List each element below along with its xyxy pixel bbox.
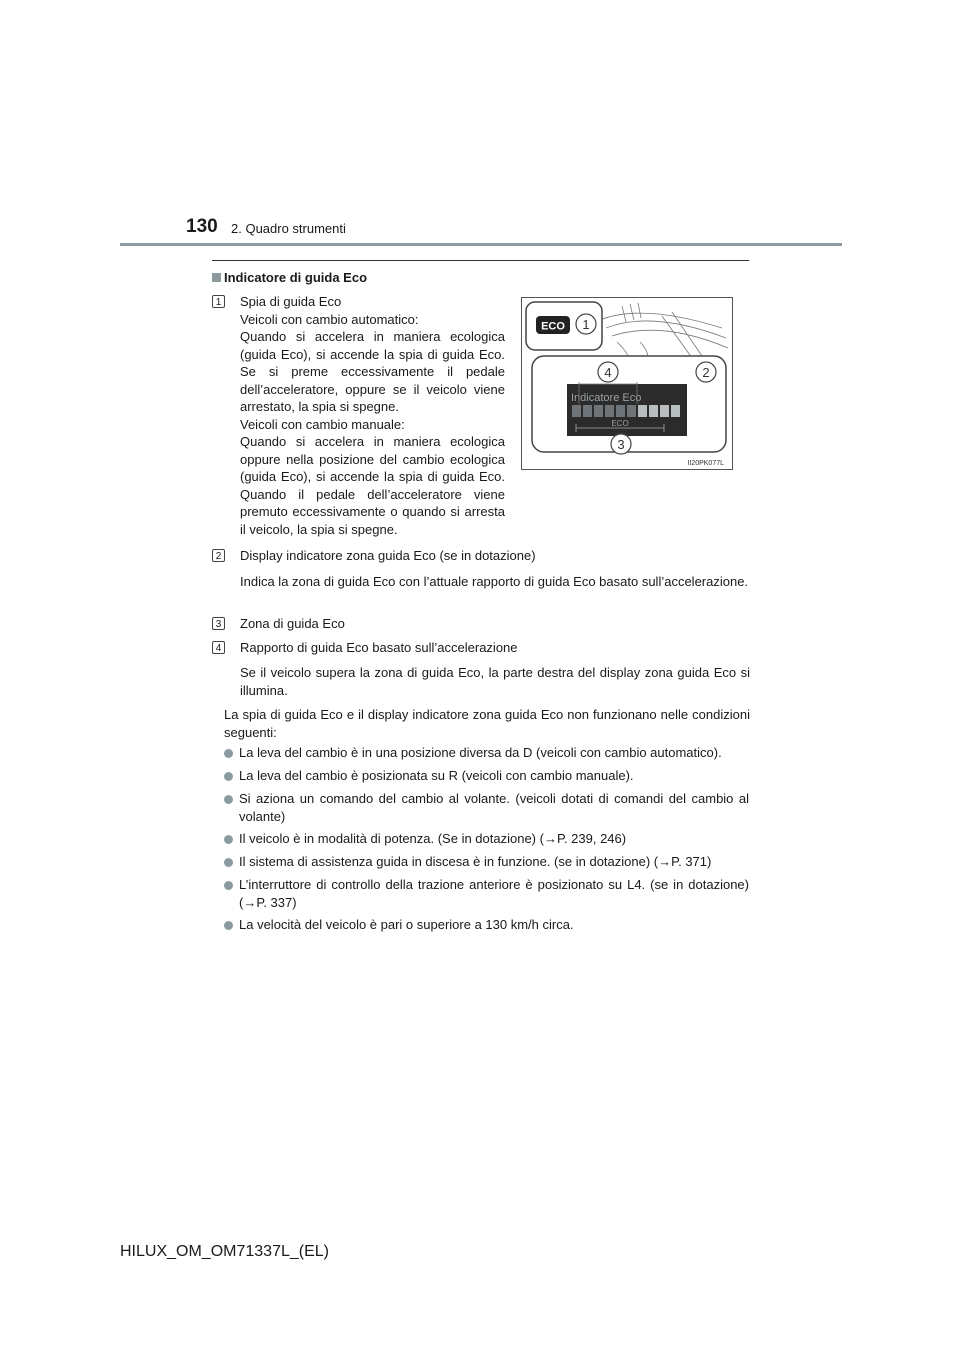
- list-item-text: La velocità del veicolo è pari o superiore a 130 km/h circa.: [239, 917, 574, 932]
- figure-code: II20PK077L: [687, 460, 724, 467]
- callout-3: 3: [617, 437, 625, 452]
- eco-segment: [616, 405, 625, 417]
- list-item-text: Si aziona un comando del cambio al volante. (veicoli dotati di comandi del cambio al volante): [239, 791, 749, 824]
- section-heading: [212, 270, 367, 285]
- eco-segment: [583, 405, 592, 417]
- section-rule: [212, 260, 749, 261]
- eco-indicator-figure: [521, 297, 733, 470]
- list-item-text: La leva del cambio è in una posizione diversa da D (veicoli con cambio automatico).: [239, 745, 722, 760]
- display-eco-label: ECO: [611, 419, 629, 428]
- list-item-text: Il veicolo è in modalità di potenza. (Se in dotazione) (→P. 239, 246): [239, 831, 627, 846]
- item-1-line: Veicoli con cambio automatico:: [240, 311, 419, 327]
- item-4-desc: Se il veicolo supera la zona di guida Eco, la parte destra del display zona guida Eco si illumina.: [240, 665, 750, 698]
- square-bullet-icon: [212, 273, 221, 282]
- footer-code: HILUX_OM_OM71337L_(EL): [120, 1243, 329, 1260]
- item-2-title: Display indicatore zona guida Eco (se in dotazione): [240, 548, 536, 563]
- bullet-dot-icon: [224, 881, 233, 890]
- item-number-badge: 4: [212, 641, 225, 654]
- chapter-title: 2. Quadro strumenti: [231, 221, 346, 236]
- section-heading-text: Indicatore di guida Eco: [224, 270, 368, 285]
- item-3-title: Zona di guida Eco: [240, 616, 345, 631]
- item-1-line: Quando si accelera in maniera ecologica oppure nella posizione del cambio ecologica (guida Eco), si accende la spia di guida Eco. Quando il pedale dell’acceleratore viene premuto eccessivamente o quando si arresta il veicolo, la spia si spegne.: [240, 434, 505, 537]
- eco-segment: [594, 405, 603, 417]
- header-rule: [120, 243, 842, 246]
- page-number: 130: [186, 216, 218, 237]
- item-4-title: Rapporto di guida Eco basato sull’accelerazione: [240, 640, 518, 655]
- eco-segment: [671, 405, 680, 417]
- list-item-text: La leva del cambio è posizionata su R (veicoli con cambio manuale).: [239, 768, 634, 783]
- eco-badge-text: ECO: [541, 320, 565, 333]
- eco-segment: [649, 405, 658, 417]
- item-1-line: Veicoli con cambio manuale:: [240, 416, 405, 432]
- eco-segment: [605, 405, 614, 417]
- list-item-text: L’interruttore di controllo della trazione anteriore è posizionato su L4. (se in dotazione) (→P. 337): [239, 877, 749, 910]
- item-1-line: Quando si accelera in maniera ecologica (guida Eco), si accende la spia di guida Eco. Se si preme eccessivamente il pedale dell’acceleratore, oppure se il veicolo viene arrestato, la spia si spegne.: [240, 329, 505, 414]
- eco-segment: [572, 405, 581, 417]
- eco-segment: [660, 405, 669, 417]
- item-number-badge: 1: [212, 295, 225, 308]
- bullet-dot-icon: [224, 835, 233, 844]
- list-item-text: Il sistema di assistenza guida in discesa è in funzione. (se in dotazione) (→P. 371): [239, 854, 712, 869]
- item-number-badge: 2: [212, 549, 225, 562]
- item-2-desc: Indica la zona di guida Eco con l’attuale rapporto di guida Eco basato sull’accelerazione.: [240, 574, 749, 589]
- callout-1: 1: [582, 317, 590, 332]
- eco-segment: [638, 405, 647, 417]
- item-number-badge: 3: [212, 617, 225, 630]
- display-title: Indicatore Eco: [571, 392, 642, 404]
- bullet-dot-icon: [224, 772, 233, 781]
- eco-segment: [627, 405, 636, 417]
- eco-illustration: [522, 298, 732, 469]
- note-intro: La spia di guida Eco e il display indicatore zona guida Eco non funzionano nelle condizioni seguenti:: [224, 707, 750, 740]
- bullet-dot-icon: [224, 921, 233, 930]
- bullet-dot-icon: [224, 795, 233, 804]
- item-1-text: [240, 293, 505, 538]
- callout-4: 4: [604, 365, 612, 380]
- callout-2: 2: [702, 365, 710, 380]
- bullet-dot-icon: [224, 749, 233, 758]
- bullet-dot-icon: [224, 858, 233, 867]
- item-1-title: Spia di guida Eco: [240, 294, 342, 309]
